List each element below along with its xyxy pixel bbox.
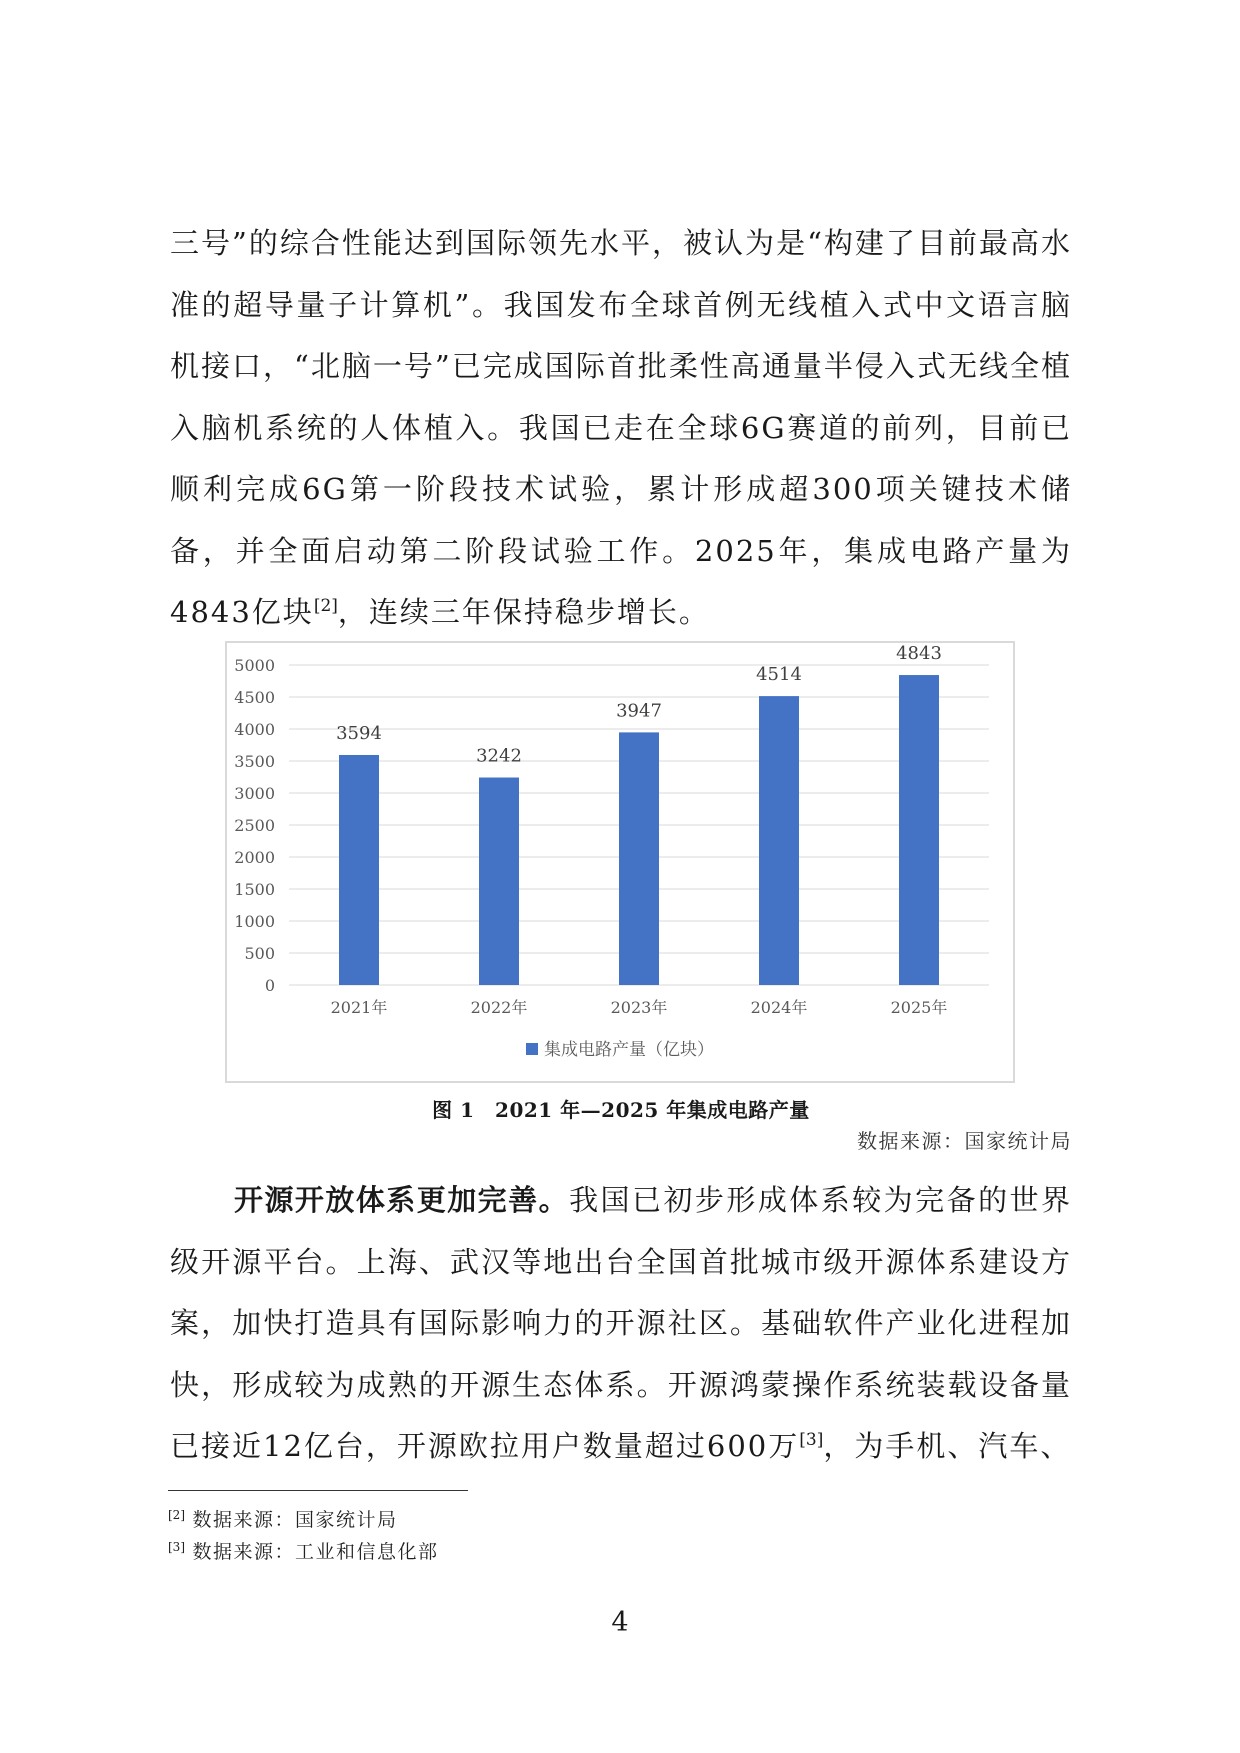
footnote-ref-2[interactable]: [2]	[313, 596, 338, 616]
y-tick-label: 0	[264, 976, 275, 995]
data-label: 4514	[756, 664, 802, 686]
y-tick-label: 4000	[234, 720, 275, 739]
legend-label: 集成电路产量（亿块）	[544, 1040, 714, 1060]
data-label: 3947	[616, 700, 662, 722]
bar	[619, 732, 659, 985]
chart-svg	[227, 643, 1013, 1081]
y-tick-label: 1500	[234, 880, 275, 899]
data-label: 3594	[336, 722, 382, 744]
y-tick-label: 4500	[234, 688, 275, 707]
bar	[479, 778, 519, 985]
figure-source: 数据来源：国家统计局	[857, 1129, 1072, 1153]
body-paragraph-1	[170, 213, 1072, 644]
bar	[339, 755, 379, 985]
paragraph-2-tail: ，为手机、汽车、	[823, 1429, 1072, 1463]
bar	[899, 675, 939, 985]
footnote-2-text: 数据来源：国家统计局	[192, 1509, 398, 1531]
y-tick-label: 500	[244, 944, 275, 963]
data-label: 4843	[896, 643, 942, 665]
y-tick-label: 5000	[234, 656, 275, 675]
paragraph-2-text: 我国已初步形成体系较为完备的世界级开源平台。上海、武汉等地出台全国首批城市级开源体系建设方案，加快打造具有国际影响力的开源社区。基础软件产业化进程加快，形成较为成熟的开源生态体系。开源鸿蒙操作系统装载设备量已接近12亿台，开源欧拉用户数量超过600万	[170, 1183, 1072, 1463]
x-tick-label: 2024年	[750, 998, 808, 1017]
body-paragraph-2	[170, 1170, 1072, 1478]
footnote-2	[168, 1505, 398, 1532]
x-tick-label: 2025年	[890, 998, 948, 1017]
y-tick-label: 2500	[234, 816, 275, 835]
figure-caption: 图 1 2021 年—2025 年集成电路产量	[432, 1098, 810, 1122]
bar	[759, 696, 799, 985]
x-tick-label: 2021年	[330, 998, 388, 1017]
y-tick-label: 3500	[234, 752, 275, 771]
page-number: 4	[611, 1607, 629, 1638]
footnote-ref-3[interactable]: [3]	[799, 1430, 824, 1450]
paragraph-2-heading: 开源开放体系更加完善。	[234, 1183, 570, 1217]
data-label: 3242	[476, 745, 522, 767]
x-tick-label: 2022年	[470, 998, 528, 1017]
footnote-divider	[168, 1490, 468, 1491]
y-tick-label: 1000	[234, 912, 275, 931]
bar-chart	[225, 641, 1015, 1083]
y-tick-label: 2000	[234, 848, 275, 867]
footnote-3-marker: [3]	[168, 1540, 185, 1554]
paragraph-1-text: 三号”的综合性能达到国际领先水平，被认为是“构建了目前最高水准的超导量子计算机”。我国发布全球首例无线植入式中文语言脑机接口，“北脑一号”已完成国际首批柔性高通量半侵入式无线全植入脑机系统的人体植入。我国已走在全球6G赛道的前列，目前已顺利完成6G第一阶段技术试验，累计形成超300项关键技术储备，并全面启动第二阶段试验工作。2025年，集成电路产量为4843亿块	[170, 226, 1072, 629]
footnote-2-marker: [2]	[168, 1508, 185, 1522]
footnote-3	[168, 1537, 439, 1564]
y-tick-label: 3000	[234, 784, 275, 803]
footnote-3-text: 数据来源：工业和信息化部	[192, 1541, 439, 1563]
legend-swatch	[526, 1043, 538, 1055]
paragraph-1-tail: ，连续三年保持稳步增长。	[337, 595, 710, 629]
x-tick-label: 2023年	[610, 998, 668, 1017]
